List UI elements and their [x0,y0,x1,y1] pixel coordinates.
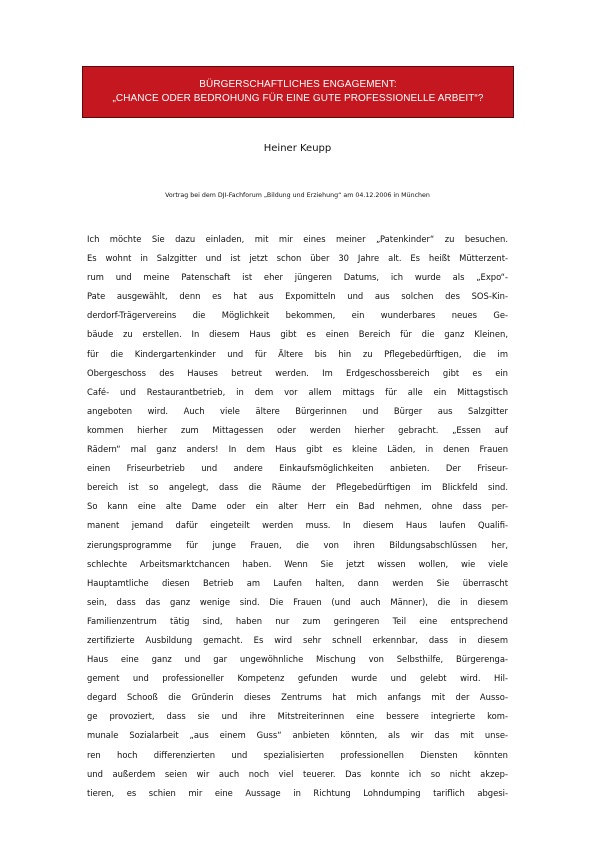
title-banner [82,66,514,118]
body-line: bereich ist so angelegt, dass die Räume der Pflegebedürftigen im Blickfeld sind. [87,482,508,493]
title-line-1: BÜRGERSCHAFTLICHES ENGAGEMENT: [199,79,397,90]
body-line: und außerdem seien wir auch noch viel teuerer. Das konnte ich so nicht akzep- [87,768,508,779]
body-line: Café- und Restaurantbetrieb, in dem vor allem mittags für alle ein Mittagstisch [87,386,508,397]
title-line-2: „CHANCE ODER BEDROHUNG FÜR EINE GUTE PROFESSIONELLE ARBEIT“? [112,93,484,104]
body-line: derdorf-Trägervereins die Möglichkeit bekommen, ein wunderbares neues Ge- [87,310,508,321]
body-line: für die Kindergartenkinder und für Ältere bis hin zu Pflegebedürftigen, die im [87,348,508,359]
author-name: Heiner Keupp [263,143,332,154]
body-line: tieren, es schien mir eine Aussage in Richtung Lohndumping tariflich abgesi- [87,787,508,798]
body-line: kommen hierher zum Mittagessen oder werden hierher gebracht. „Essen auf [87,424,508,435]
body-line: Haus eine ganz und gar ungewöhnliche Mischung von Selbsthilfe, Bürgerenga- [87,654,508,665]
body-paragraph [87,230,508,803]
body-line: angeboten wird. Auch viele ältere Bürgerinnen und Bürger aus Salzgitter [87,405,508,416]
body-line: zierungsprogramme für junge Frauen, die von ihren Bildungsabschlüssen her, [87,539,508,550]
body-line: bäude zu erstellen. In diesem Haus gibt es einen Bereich für die ganz Kleinen, [87,329,508,340]
lecture-subtitle: Vortrag bei dem DJI-Fachforum „Bildung und Erziehung“ am 04.12.2006 in München [165,192,430,199]
body-line: manent jemand dafür eingeteilt werden muss. In diesem Haus laufen Qualifi- [87,520,508,531]
body-line: ren hoch differenzierten und spezialisierten professionellen Diensten könnten [87,749,508,760]
body-line: Pate ausgewählt, denn es hat aus Expomitteln und aus solchen des SOS-Kin- [87,291,508,302]
body-line: ge provoziert, dass sie und ihre Mitstreiterinnen eine bessere integrierte kom- [87,711,508,722]
body-line: gement und professioneller Kompetenz gefunden wurde und gelebt wird. Hil- [87,673,508,684]
body-line: rum und meine Patenschaft ist eher jüngeren Datums, ich wurde als „Expo“- [87,272,508,283]
body-line: munale Sozialarbeit „aus einem Guss“ anbieten könnten, als wir das mit unse- [87,730,508,741]
body-line: Rädern“ mal ganz anders! In dem Haus gibt es kleine Läden, in denen Frauen [87,444,508,455]
body-line: sein, dass das ganz wenige sind. Die Frauen (und auch Männer), die in diesem [87,596,508,607]
body-line: Ich möchte Sie dazu einladen, mit mir eines meiner „Patenkinder“ zu besuchen. [87,234,508,244]
body-line: So kann eine alte Dame oder ein alter Herr ein Bad nehmen, ohne dass per- [87,501,508,512]
body-line: Obergeschoss des Hauses betreut werden. Im Erdgeschossbereich gibt es ein [87,367,508,378]
body-line: Hauptamtliche diesen Betrieb am Laufen halten, dann werden Sie überrascht [87,577,508,588]
body-line: Es wohnt in Salzgitter und ist jetzt schon über 30 Jahre alt. Es heißt Mütterzent- [87,253,508,264]
body-line: schlechte Arbeitsmarktchancen haben. Wenn Sie jetzt wissen wollen, wie viele [87,558,508,569]
body-line: Familienzentrum tätig sind, haben nur zum geringeren Teil eine entsprechend [87,615,508,626]
body-line: degard Schooß die Gründerin dieses Zentrums hat mich anfangs mit der Ausso- [87,692,508,703]
body-line: einen Friseurbetrieb und andere Einkaufsmöglichkeiten anbieten. Der Friseur- [87,463,508,474]
body-line: zertifizierte Ausbildung gemacht. Es wird sehr schnell erkennbar, dass in diesem [87,634,508,645]
